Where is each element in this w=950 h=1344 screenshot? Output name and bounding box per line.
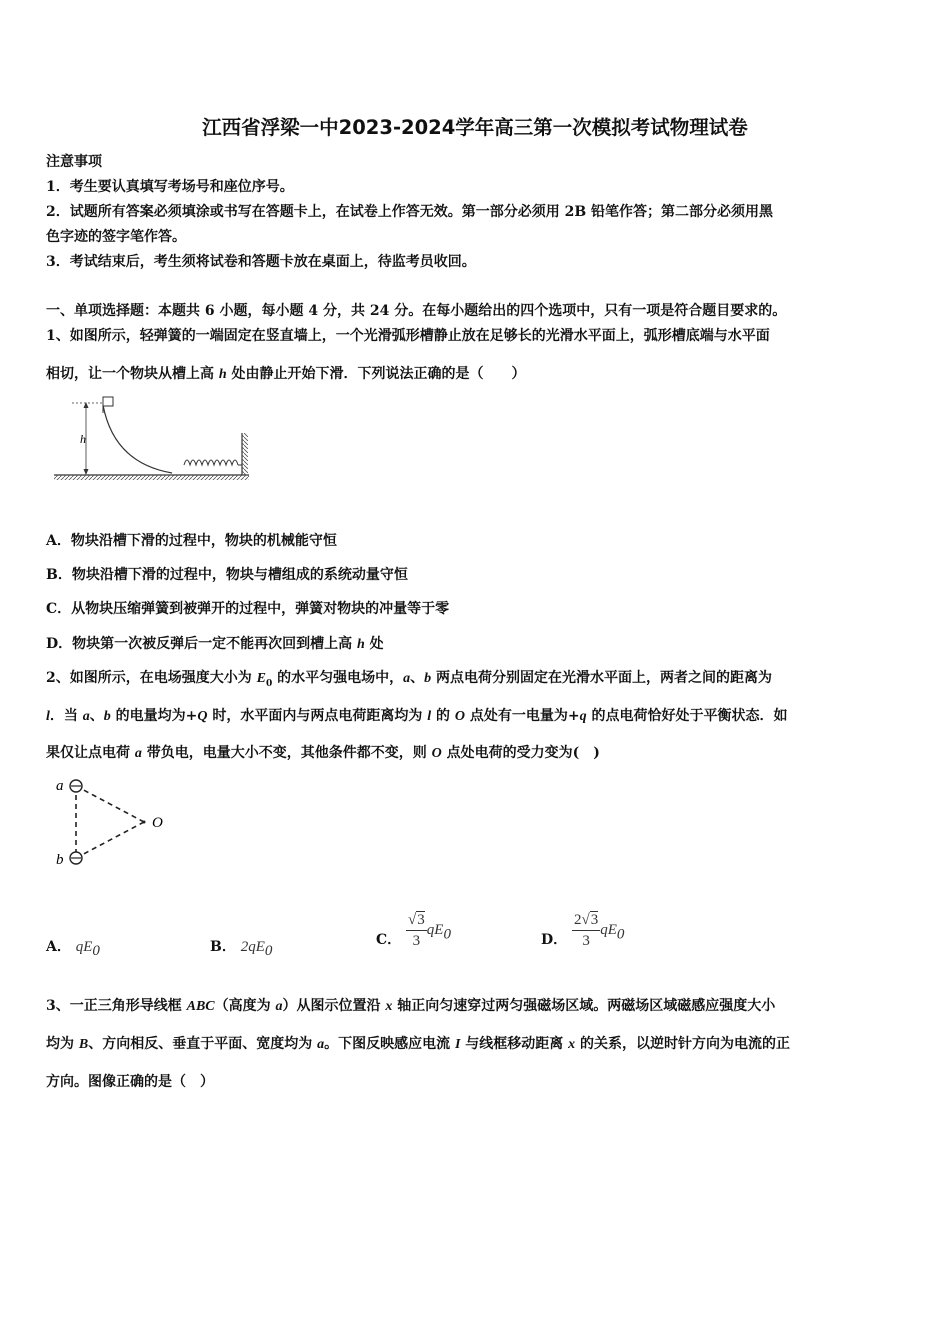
q2-figure bbox=[52, 772, 177, 872]
q1-stem-line1: 1、如图所示，轻弹簧的一端固定在竖直墙上，一个光滑弧形槽静止放在足够长的光滑水平面上，弧形槽底端与水平面 bbox=[46, 328, 770, 344]
q2-option-b: B． $2qE_0$ bbox=[210, 939, 273, 959]
q2-stem-line2: l．当 a、b 的电量均为+Q 时，水平面内与两点电荷距离均为 l 的 O 点处有一电量为+q 的点电荷恰好处于平衡状态．如 bbox=[46, 708, 788, 724]
note-item: 1．考生要认真填写考场号和座位序号。 bbox=[46, 179, 294, 195]
q1-stem-line2: 相切，让一个物块从槽上高 h 处由静止开始下滑．下列说法正确的是（ ） bbox=[46, 366, 526, 382]
q3-stem-line3: 方向。图像正确的是（ ） bbox=[46, 1074, 214, 1090]
charge-a-icon bbox=[70, 780, 82, 792]
q1-figure bbox=[52, 393, 257, 485]
q2-option-c: C． $\frac{√3}{3}$ $qE_0$ bbox=[376, 912, 451, 949]
fraction-2sqrt3-over-3: $\frac{2√3}{3}$ bbox=[574, 912, 599, 949]
note-item: 3．考试结束后，考生须将试卷和答题卡放在桌面上，待监考员收回。 bbox=[46, 254, 476, 270]
q1-block bbox=[103, 397, 113, 406]
q2-label-a: a bbox=[56, 778, 64, 794]
note-item: 2．试题所有答案必须填涂或书写在答题卡上，在试卷上作答无效。第一部分必须用 2B 铅笔作答；第二部分必须用黑 bbox=[46, 204, 774, 220]
q1-height-label: h bbox=[80, 432, 86, 446]
q2-option-d: D． $\frac{2√3}{3}$ $qE_0$ bbox=[541, 912, 625, 949]
q2-label-o: O bbox=[152, 815, 163, 831]
q2-stem-line1: 2、如图所示，在电场强度大小为 $E_0$ 的水平匀强电场中，a、b 两点电荷分别固定在光滑水平面上，两者之间的距离为 bbox=[46, 670, 772, 689]
q3-stem-line1: 3、一正三角形导线框 ABC（高度为 a）从图示位置沿 x 轴正向匀速穿过两匀强磁场区域。两磁场区域磁感应强度大小 bbox=[46, 998, 776, 1014]
q1-option-d: D．物块第一次被反弹后一定不能再次回到槽上高 h 处 bbox=[46, 636, 384, 652]
q1-option-b: B．物块沿槽下滑的过程中，物块与槽组成的系统动量守恒 bbox=[46, 567, 408, 583]
note-item: 色字迹的签字笔作答。 bbox=[46, 229, 186, 245]
q1-option-c: C．从物块压缩弹簧到被弹开的过程中，弹簧对物块的冲量等于零 bbox=[46, 601, 450, 617]
q3-stem-line2: 均为 B、方向相反、垂直于平面、宽度均为 a。下图反映感应电流 I 与线框移动距离 x 的关系，以逆时针方向为电流的正 bbox=[46, 1036, 791, 1052]
charge-b-icon bbox=[70, 852, 82, 864]
notes-heading: 注意事项 bbox=[46, 154, 102, 170]
q2-label-b: b bbox=[56, 852, 64, 868]
q1-ground bbox=[54, 475, 249, 480]
q1-option-a: A．物块沿槽下滑的过程中，物块的机械能守恒 bbox=[46, 533, 337, 549]
fraction-sqrt3-over-3: $\frac{√3}{3}$ bbox=[408, 912, 425, 949]
q1-curved-slot bbox=[103, 405, 172, 473]
q2-stem-line3: 果仅让点电荷 a 带负电，电量大小不变，其他条件都不变，则 O 点处电荷的受力变为( ) bbox=[46, 745, 600, 761]
section-heading: 一、单项选择题：本题共 6 小题，每小题 4 分，共 24 分。在每小题给出的四个选项中，只有一项是符合题目要求的。 bbox=[46, 303, 787, 319]
page-title: 江西省浮梁一中2023-2024学年高三第一次模拟考试物理试卷 bbox=[202, 116, 748, 139]
q1-spring bbox=[184, 460, 242, 465]
q1-wall bbox=[242, 433, 248, 475]
q2-option-a: A． $qE_0$ bbox=[46, 939, 100, 959]
